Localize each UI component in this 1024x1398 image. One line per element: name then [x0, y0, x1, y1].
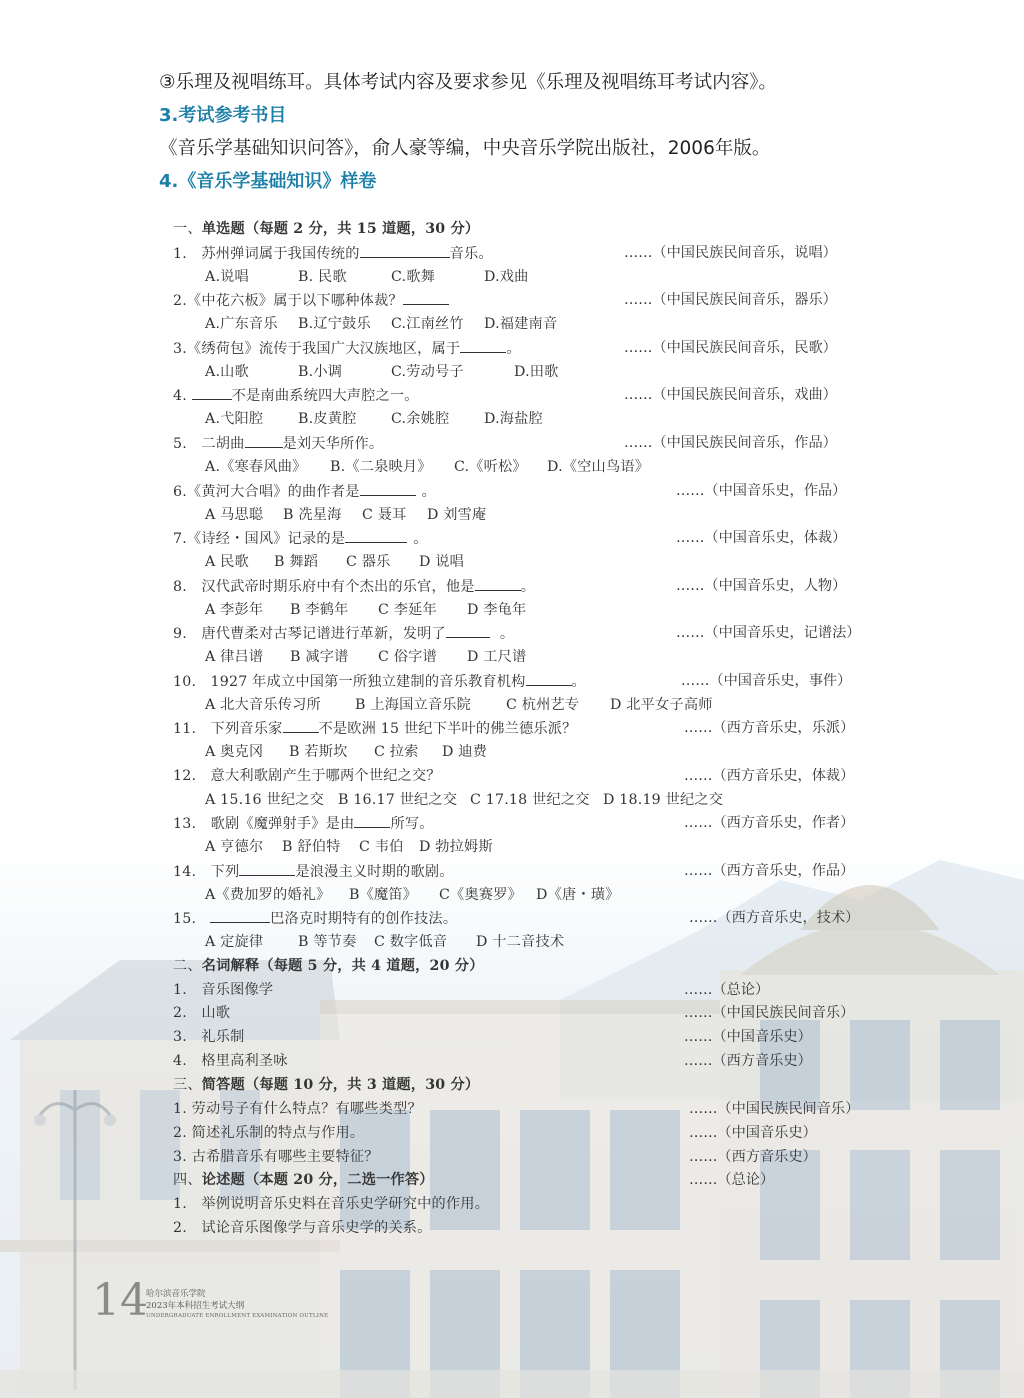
question-1-text-end: 音乐。: [449, 246, 493, 262]
question-1-category: ……（中国民族民间音乐，说唱）: [624, 245, 837, 261]
section4-category: ……（总论）: [689, 1172, 775, 1188]
question-2-option-a: A.广东音乐: [205, 316, 278, 332]
section2-label: 名词解释（每题 5 分，共 4 道题，20 分）: [201, 958, 484, 974]
question-8-option-d: D 李龟年: [467, 602, 527, 618]
question-5-option-b: B.《二泉映月》: [330, 459, 432, 475]
question-14-option-d: D《唐・璜》: [536, 887, 620, 903]
term-1-category: ……（总论）: [684, 982, 770, 998]
section4-label: 论述题（本题 20 分，二选一作答）: [201, 1172, 434, 1188]
question-4-option-b: B.皮黄腔: [298, 411, 357, 427]
question-6-option-b: B 冼星海: [283, 507, 342, 523]
term-2: 2. 山歌: [173, 1005, 231, 1021]
question-15-number: 15.: [173, 911, 197, 927]
question-14-option-c: C《奥赛罗》: [439, 887, 522, 903]
question-12: [173, 769, 441, 783]
section2-number: 二、: [173, 958, 202, 974]
question-14-option-a: A《费加罗的婚礼》: [205, 887, 331, 903]
answer-blank: [475, 579, 521, 591]
question-12-category: ……（西方音乐史，体裁）: [684, 768, 855, 784]
question-8: [173, 579, 535, 594]
question-12-option-b: B 16.17 世纪之交: [338, 792, 458, 808]
question-6-option-c: C 聂耳: [362, 507, 407, 523]
question-4-option-a: A.弋阳腔: [205, 411, 264, 427]
short-answer-3-category: ……（西方音乐史）: [689, 1149, 817, 1165]
answer-blank: [239, 864, 295, 876]
section4-number: 四、: [173, 1172, 202, 1188]
question-15-category: ……（西方音乐史，技术）: [689, 910, 860, 926]
question-3-text-end: 。: [506, 341, 521, 357]
question-10-option-a: A 北大音乐传习所: [205, 697, 321, 713]
question-9-option-d: D 工尺谱: [467, 649, 527, 665]
answer-blank: [245, 436, 283, 448]
question-5-text: 5. 二胡曲: [173, 436, 245, 452]
section3-label: 简答题（每题 10 分，共 3 道题，30 分）: [201, 1077, 480, 1093]
question-1-option-b: B. 民歌: [298, 269, 347, 285]
question-6-option-d: D 刘雪庵: [427, 507, 487, 523]
short-answer-1: 1. 劳动号子有什么特点？有哪些类型？: [173, 1101, 422, 1117]
question-6-text-end: 。: [421, 484, 436, 500]
question-11-option-b: B 若斯坎: [289, 744, 348, 760]
question-6: [173, 484, 436, 499]
question-4-text: 不是南曲系统四大声腔之一。: [231, 388, 419, 404]
question-11-option-d: D 迪费: [442, 744, 488, 760]
question-12-text: 12. 意大利歌剧产生于哪两个世纪之交？: [173, 768, 441, 784]
question-11: [173, 721, 577, 736]
question-9-option-c: C 俗字谱: [378, 649, 437, 665]
question-2-option-d: D.福建南音: [484, 316, 558, 332]
heading-sample-paper: 4.《音乐学基础知识》样卷: [159, 171, 377, 192]
footer-outline-title: 2023年本科招生考试大纲: [146, 1301, 245, 1311]
short-answer-2-category: ……（中国音乐史）: [689, 1125, 817, 1141]
question-2-text: 2.《中花六板》属于以下哪种体裁？: [173, 293, 403, 309]
question-10-option-d: D 北平女子高师: [610, 697, 713, 713]
short-answer-2: 2. 简述礼乐制的特点与作用。: [173, 1125, 365, 1141]
question-3-option-c: C.劳动号子: [391, 364, 464, 380]
question-8-option-b: B 李鹤年: [290, 602, 349, 618]
question-3-text: 3.《绣荷包》流传于我国广大汉族地区，属于: [173, 341, 461, 357]
section4-title: [173, 1173, 434, 1187]
question-11-text-end: 不是欧洲 15 世纪下半叶的佛兰德乐派？: [318, 721, 577, 737]
question-9-text-end: 。: [499, 626, 515, 642]
short-answer-3: 3. 古希腊音乐有哪些主要特征？: [173, 1149, 379, 1165]
term-4-category: ……（西方音乐史）: [684, 1053, 812, 1069]
question-11-text: 11. 下列音乐家: [173, 721, 283, 737]
question-7-option-a: A 民歌: [205, 554, 249, 570]
footer-school-name: 哈尔滨音乐学院: [146, 1289, 206, 1299]
answer-blank: [354, 816, 390, 828]
question-14-option-b: B《魔笛》: [349, 887, 418, 903]
question-7-text: 7.《诗经・国风》记录的是: [173, 531, 346, 547]
question-7-category: ……（中国音乐史，体裁）: [676, 530, 847, 546]
question-3: [173, 341, 521, 356]
question-5-text-end: 是刘天华所作。: [282, 436, 384, 452]
answer-blank: [526, 674, 572, 686]
question-14-text: 14. 下列: [173, 864, 240, 880]
question-13-option-d: D 勃拉姆斯: [419, 839, 493, 855]
answer-blank: [403, 293, 449, 305]
question-11-option-a: A 奥克冈: [205, 744, 264, 760]
question-4-option-d: D.海盐腔: [484, 411, 543, 427]
question-12-option-c: C 17.18 世纪之交: [470, 792, 590, 808]
question-1-option-a: A.说唱: [205, 269, 249, 285]
question-13-text: 13. 歌剧《魔弹射手》是由: [173, 816, 355, 832]
question-15-text: 巴洛克时期特有的创作技法。: [270, 911, 458, 927]
answer-blank: [345, 531, 407, 543]
question-7: [173, 531, 428, 546]
question-13-text-end: 所写。: [390, 816, 434, 832]
answer-blank: [446, 626, 490, 638]
question-1: [173, 246, 493, 261]
question-3-category: ……（中国民族民间音乐，民歌）: [624, 340, 837, 356]
question-5-option-a: A.《寒春风曲》: [205, 459, 307, 475]
reference-book-line: 《音乐学基础知识问答》，俞人豪等编，中央音乐学院出版社，2006年版。: [159, 138, 771, 159]
question-10-option-b: B 上海国立音乐院: [355, 697, 472, 713]
answer-blank: [360, 246, 450, 258]
question-7-option-c: C 器乐: [346, 554, 391, 570]
question-13-option-b: B 舒伯特: [282, 839, 341, 855]
heading-reference-books: 3.考试参考书目: [159, 105, 287, 126]
question-9-option-a: A 律吕谱: [205, 649, 264, 665]
question-14-text-end: 是浪漫主义时期的歌剧。: [295, 864, 454, 880]
question-4: [173, 388, 419, 403]
question-13-option-c: C 韦伯: [359, 839, 404, 855]
footer-outline-english: UNDERGRADUATE ENROLLMENT EXAMINATION OUTLINE: [146, 1313, 329, 1319]
question-11-category: ……（西方音乐史，乐派）: [684, 720, 855, 736]
question-13: [173, 816, 434, 831]
question-15-option-d: D 十二音技术: [476, 934, 565, 950]
question-8-category: ……（中国音乐史，人物）: [676, 578, 847, 594]
answer-blank: [360, 484, 416, 496]
question-14: [173, 864, 454, 879]
section1-label: 单选题（每题 2 分，共 15 道题，30 分）: [201, 221, 480, 237]
question-1-option-c: C.歌舞: [391, 269, 436, 285]
question-2-category: ……（中国民族民间音乐，器乐）: [624, 292, 837, 308]
term-3-category: ……（中国音乐史）: [684, 1029, 812, 1045]
question-8-text: 8. 汉代武帝时期乐府中有个杰出的乐官，他是: [173, 579, 475, 595]
question-6-option-a: A 马思聪: [205, 507, 264, 523]
question-2-option-b: B.辽宁鼓乐: [298, 316, 371, 332]
question-7-option-b: B 舞蹈: [274, 554, 319, 570]
question-8-option-a: A 李彭年: [205, 602, 264, 618]
answer-blank: [283, 721, 319, 733]
question-4-category: ……（中国民族民间音乐，戏曲）: [624, 387, 837, 403]
question-10-option-c: C 杭州艺专: [506, 697, 580, 713]
intro-line: ③乐理及视唱练耳。具体考试内容及要求参见《乐理及视唱练耳考试内容》。: [159, 72, 777, 93]
question-3-option-a: A.山歌: [205, 364, 249, 380]
question-9-text: 9. 唐代曹柔对古琴记谱进行革新，发明了: [173, 626, 446, 642]
question-5-option-d: D.《空山鸟语》: [547, 459, 650, 475]
question-11-option-c: C 拉索: [374, 744, 419, 760]
question-10-category: ……（中国音乐史，事件）: [681, 673, 852, 689]
question-3-option-d: D.田歌: [514, 364, 559, 380]
section3-number: 三、: [173, 1077, 202, 1093]
section3-title: [173, 1078, 479, 1092]
question-6-category: ……（中国音乐史，作品）: [676, 483, 847, 499]
question-10-text: 10. 1927 年成立中国第一所独立建制的音乐教育机构: [173, 674, 526, 690]
question-4-number: 4.: [173, 388, 192, 404]
question-9-option-b: B 减字谱: [290, 649, 349, 665]
question-2: [173, 293, 449, 308]
question-15-option-c: C 数字低音: [374, 934, 448, 950]
question-15-option-a: A 定旋律: [205, 934, 264, 950]
term-3: 3. 礼乐制: [173, 1029, 245, 1045]
essay-question-2: 2. 试论音乐图像学与音乐史学的关系。: [173, 1220, 432, 1236]
question-1-text: 1. 苏州弹词属于我国传统的: [173, 246, 360, 262]
question-5-option-c: C.《听松》: [454, 459, 527, 475]
term-2-category: ……（中国民族民间音乐）: [684, 1005, 855, 1021]
section2-title: [173, 959, 484, 973]
question-7-text-end: 。: [413, 531, 428, 547]
answer-blank: [460, 341, 506, 353]
question-9-category: ……（中国音乐史，记谱法）: [676, 625, 861, 641]
question-9: [173, 626, 514, 641]
question-3-option-b: B.小调: [298, 364, 343, 380]
question-13-option-a: A 亨德尔: [205, 839, 264, 855]
short-answer-1-category: ……（中国民族民间音乐）: [689, 1101, 860, 1117]
term-1: 1. 音乐图像学: [173, 982, 274, 998]
question-14-category: ……（西方音乐史，作品）: [684, 863, 855, 879]
question-13-category: ……（西方音乐史，作者）: [684, 815, 855, 831]
question-4-option-c: C.余姚腔: [391, 411, 450, 427]
question-15: [173, 911, 457, 926]
question-8-text-end: 。: [520, 579, 536, 595]
question-15-option-b: B 等节奏: [298, 934, 357, 950]
question-1-option-d: D.戏曲: [484, 269, 529, 285]
section1-number: 一、: [173, 221, 202, 237]
question-5-category: ……（中国民族民间音乐，作品）: [624, 435, 837, 451]
question-12-option-d: D 18.19 世纪之交: [603, 792, 724, 808]
question-5: [173, 436, 383, 451]
question-10-text-end: 。: [571, 674, 586, 690]
page-number: 14: [92, 1275, 148, 1326]
question-12-option-a: A 15.16 世纪之交: [205, 792, 325, 808]
question-6-text: 6.《黄河大合唱》的曲作者是: [173, 484, 360, 500]
question-10: [173, 674, 586, 689]
section1-title: [173, 222, 479, 236]
question-2-option-c: C.江南丝竹: [391, 316, 464, 332]
question-8-option-c: C 李延年: [378, 602, 437, 618]
essay-question-1: 1. 举例说明音乐史料在音乐史学研究中的作用。: [173, 1196, 490, 1212]
term-4: 4. 格里高利圣咏: [173, 1053, 288, 1069]
question-7-option-d: D 说唱: [419, 554, 465, 570]
answer-blank: [192, 388, 232, 400]
answer-blank: [210, 911, 270, 923]
